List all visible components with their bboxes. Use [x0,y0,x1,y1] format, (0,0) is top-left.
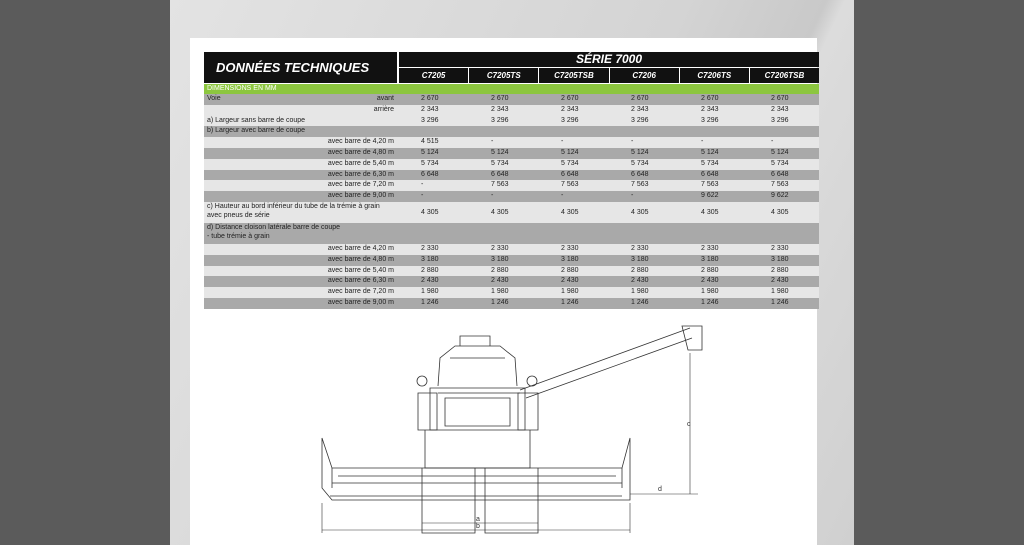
table-cell: 2 430 [701,277,719,285]
table-cell: 4 515 [421,138,439,146]
row-sublabel: avec barre de 9,00 m [327,192,394,200]
row-sublabel: avec barre de 4,20 m [327,244,394,252]
table-cell: 2 330 [561,244,579,252]
table-cell: 1 246 [561,298,579,306]
row-sublabel: avant [376,95,394,102]
table-cell: 2 880 [701,266,719,274]
table-cell: 2 430 [491,277,509,285]
table-cell: - [421,192,424,200]
table-row [204,287,819,298]
table-cell: 3 296 [421,116,439,124]
table-cell [749,223,819,244]
table-cell: 1 246 [631,298,649,306]
table-cell: 5 124 [561,148,579,156]
row-label [204,137,397,148]
table-row [204,202,819,223]
table-cell: 2 330 [771,244,789,252]
table-cell: 3 296 [631,116,649,124]
table-cell: 2 670 [421,95,439,102]
table-cell: 2 330 [421,244,439,252]
table-cell: 4 305 [421,208,439,216]
table-row [204,94,819,105]
table-cell: 2 430 [631,277,649,285]
table-cell: 2 670 [701,95,719,102]
row-label-text-2: - tube trémie à grain [207,232,270,240]
table-cell [469,126,539,137]
table-cell [399,126,469,137]
row-sublabel: avec barre de 4,20 m [327,138,394,146]
model-header: C7206 [610,68,679,83]
table-cell: 1 246 [491,298,509,306]
table-cell: 2 430 [421,277,439,285]
table-cell: 5 124 [701,148,719,156]
table-cell [679,223,749,244]
table-cell: 1 980 [631,288,649,296]
table-cell: 6 648 [631,170,649,178]
table-body [204,94,819,309]
table-cell: 3 296 [701,116,719,124]
table-cell: 6 648 [561,170,579,178]
row-sublabel: avec barre de 4,80 m [327,255,394,263]
table-cell: 6 648 [421,170,439,178]
table-cell: 3 296 [771,116,789,124]
model-header: C7206TS [680,68,749,83]
table-cell: 2 343 [561,105,579,113]
table-cell: 1 980 [561,288,579,296]
table-row [204,255,819,266]
table-cell: 5 734 [491,159,509,167]
row-label [204,276,397,287]
table-cell: 5 734 [561,159,579,167]
row-label-text-2: avec pneus de série [207,211,270,219]
combine-harvester-drawing [310,318,710,543]
table-cell: 2 343 [701,105,719,113]
table-cell: 5 124 [491,148,509,156]
table-cell: - [631,192,634,200]
dimension-label-c: c [687,421,691,428]
table-row [204,148,819,159]
table-cell: 5 124 [421,148,439,156]
table-cell [749,126,819,137]
table-cell [539,126,609,137]
viewer-background-left [0,0,170,545]
table-cell: - [421,181,424,189]
table-cell: 9 622 [701,192,719,200]
table-cell: 2 880 [421,266,439,274]
table-cell: 1 980 [491,288,509,296]
row-sublabel: avec barre de 9,00 m [327,298,394,306]
dimension-label-d: d [658,486,662,493]
table-cell: 2 330 [701,244,719,252]
row-label [204,202,397,223]
table-cell: - [631,138,634,146]
table-cell: 2 430 [561,277,579,285]
row-label [204,223,397,244]
table-row [204,170,819,181]
table-cell [539,223,609,244]
table-cell: 5 734 [421,159,439,167]
table-cell: 1 980 [421,288,439,296]
table-row [204,266,819,277]
table-cell: 1 980 [701,288,719,296]
table-cell: - [561,138,564,146]
dimension-label-a: a [476,516,480,523]
table-cell [469,223,539,244]
table-cell: 6 648 [771,170,789,178]
table-cell [609,126,679,137]
table-row [204,116,819,127]
table-cell: 3 180 [771,255,789,263]
table-cell: 2 343 [771,105,789,113]
row-sublabel: avec barre de 5,40 m [327,266,394,274]
row-label-text: c) Hauteur au bord inférieur du tube de la trémie à grain [207,202,380,210]
table-cell: - [701,138,704,146]
table-row [204,126,819,137]
table-cell: 3 180 [561,255,579,263]
table-cell: 3 180 [631,255,649,263]
table-cell: 7 563 [491,181,509,189]
table-header [204,52,819,83]
table-cell: 2 880 [561,266,579,274]
table-cell: 3 180 [701,255,719,263]
row-sublabel: avec barre de 5,40 m [327,159,394,167]
table-cell: - [561,192,564,200]
row-label [204,170,397,181]
table-cell: 2 880 [491,266,509,274]
table-cell: 1 246 [701,298,719,306]
dimension-label-b: b [476,523,480,530]
table-row [204,223,819,244]
table-cell: 2 430 [771,277,789,285]
table-row [204,137,819,148]
viewer-background-right [854,0,1024,545]
table-cell: 3 296 [561,116,579,124]
table-cell: 2 343 [631,105,649,113]
model-header: C7206TSB [750,68,819,83]
table-cell: 5 124 [631,148,649,156]
table-cell: 1 246 [771,298,789,306]
table-row [204,244,819,255]
table-cell: 5 124 [771,148,789,156]
spec-table [204,52,819,309]
table-cell: 5 734 [631,159,649,167]
table-cell: 4 305 [631,208,649,216]
row-label [204,298,397,309]
row-label-text: Voie [207,95,221,102]
table-cell: 2 330 [631,244,649,252]
row-label [204,116,397,127]
row-label [204,159,397,170]
table-cell: 2 670 [631,95,649,102]
table-row [204,180,819,191]
row-label [204,94,397,105]
model-header: C7205TS [469,68,538,83]
table-cell: 2 343 [421,105,439,113]
table-cell: 2 880 [631,266,649,274]
table-cell [679,126,749,137]
table-cell: 2 343 [491,105,509,113]
table-cell: - [491,192,494,200]
table-cell: 2 330 [491,244,509,252]
row-label [204,180,397,191]
table-cell: 2 670 [491,95,509,102]
table-cell: 1 246 [421,298,439,306]
row-label-text: a) Largeur sans barre de coupe [207,116,306,124]
table-cell: 4 305 [701,208,719,216]
table-cell: 9 622 [771,192,789,200]
row-label-text: b) Largeur avec barre de coupe [207,127,306,135]
table-cell: 2 880 [771,266,789,274]
table-cell: 4 305 [561,208,579,216]
table-cell: 7 563 [771,181,789,189]
table-cell: 3 180 [491,255,509,263]
row-label [204,126,397,137]
table-cell: 6 648 [491,170,509,178]
row-label [204,148,397,159]
table-cell [609,223,679,244]
table-cell: 1 980 [771,288,789,296]
table-cell: 2 670 [771,95,789,102]
table-title: DONNÉES TECHNIQUES [204,52,397,83]
table-row [204,159,819,170]
table-cell: 4 305 [771,208,789,216]
table-cell: - [491,138,494,146]
table-cell: 7 563 [701,181,719,189]
table-cell: 2 670 [561,95,579,102]
row-label [204,266,397,277]
row-label [204,191,397,202]
table-row [204,276,819,287]
row-label [204,105,397,116]
table-cell: 4 305 [491,208,509,216]
model-headers [399,68,819,83]
table-cell: 3 180 [421,255,439,263]
row-sublabel: avec barre de 6,30 m [327,277,394,285]
table-row [204,191,819,202]
row-sublabel: avec barre de 4,80 m [327,148,394,156]
table-row [204,298,819,309]
row-sublabel: avec barre de 6,30 m [327,170,394,178]
row-label [204,255,397,266]
row-sublabel: arrière [373,105,394,113]
table-cell [399,223,469,244]
table-cell: 5 734 [701,159,719,167]
table-cell: 3 296 [491,116,509,124]
model-header: C7205TSB [539,68,608,83]
table-cell: 7 563 [561,181,579,189]
row-sublabel: avec barre de 7,20 m [327,288,394,296]
section-header: DIMENSIONS EN MM [204,84,819,94]
row-label [204,244,397,255]
table-cell: 6 648 [701,170,719,178]
table-cell: - [771,138,774,146]
table-cell: 5 734 [771,159,789,167]
table-cell: 7 563 [631,181,649,189]
table-row [204,105,819,116]
row-sublabel: avec barre de 7,20 m [327,181,394,189]
model-header: C7205 [399,68,468,83]
row-label-text: d) Distance cloison latérale barre de coupe [207,223,341,231]
series-title: SÉRIE 7000 [399,52,819,67]
row-label [204,287,397,298]
